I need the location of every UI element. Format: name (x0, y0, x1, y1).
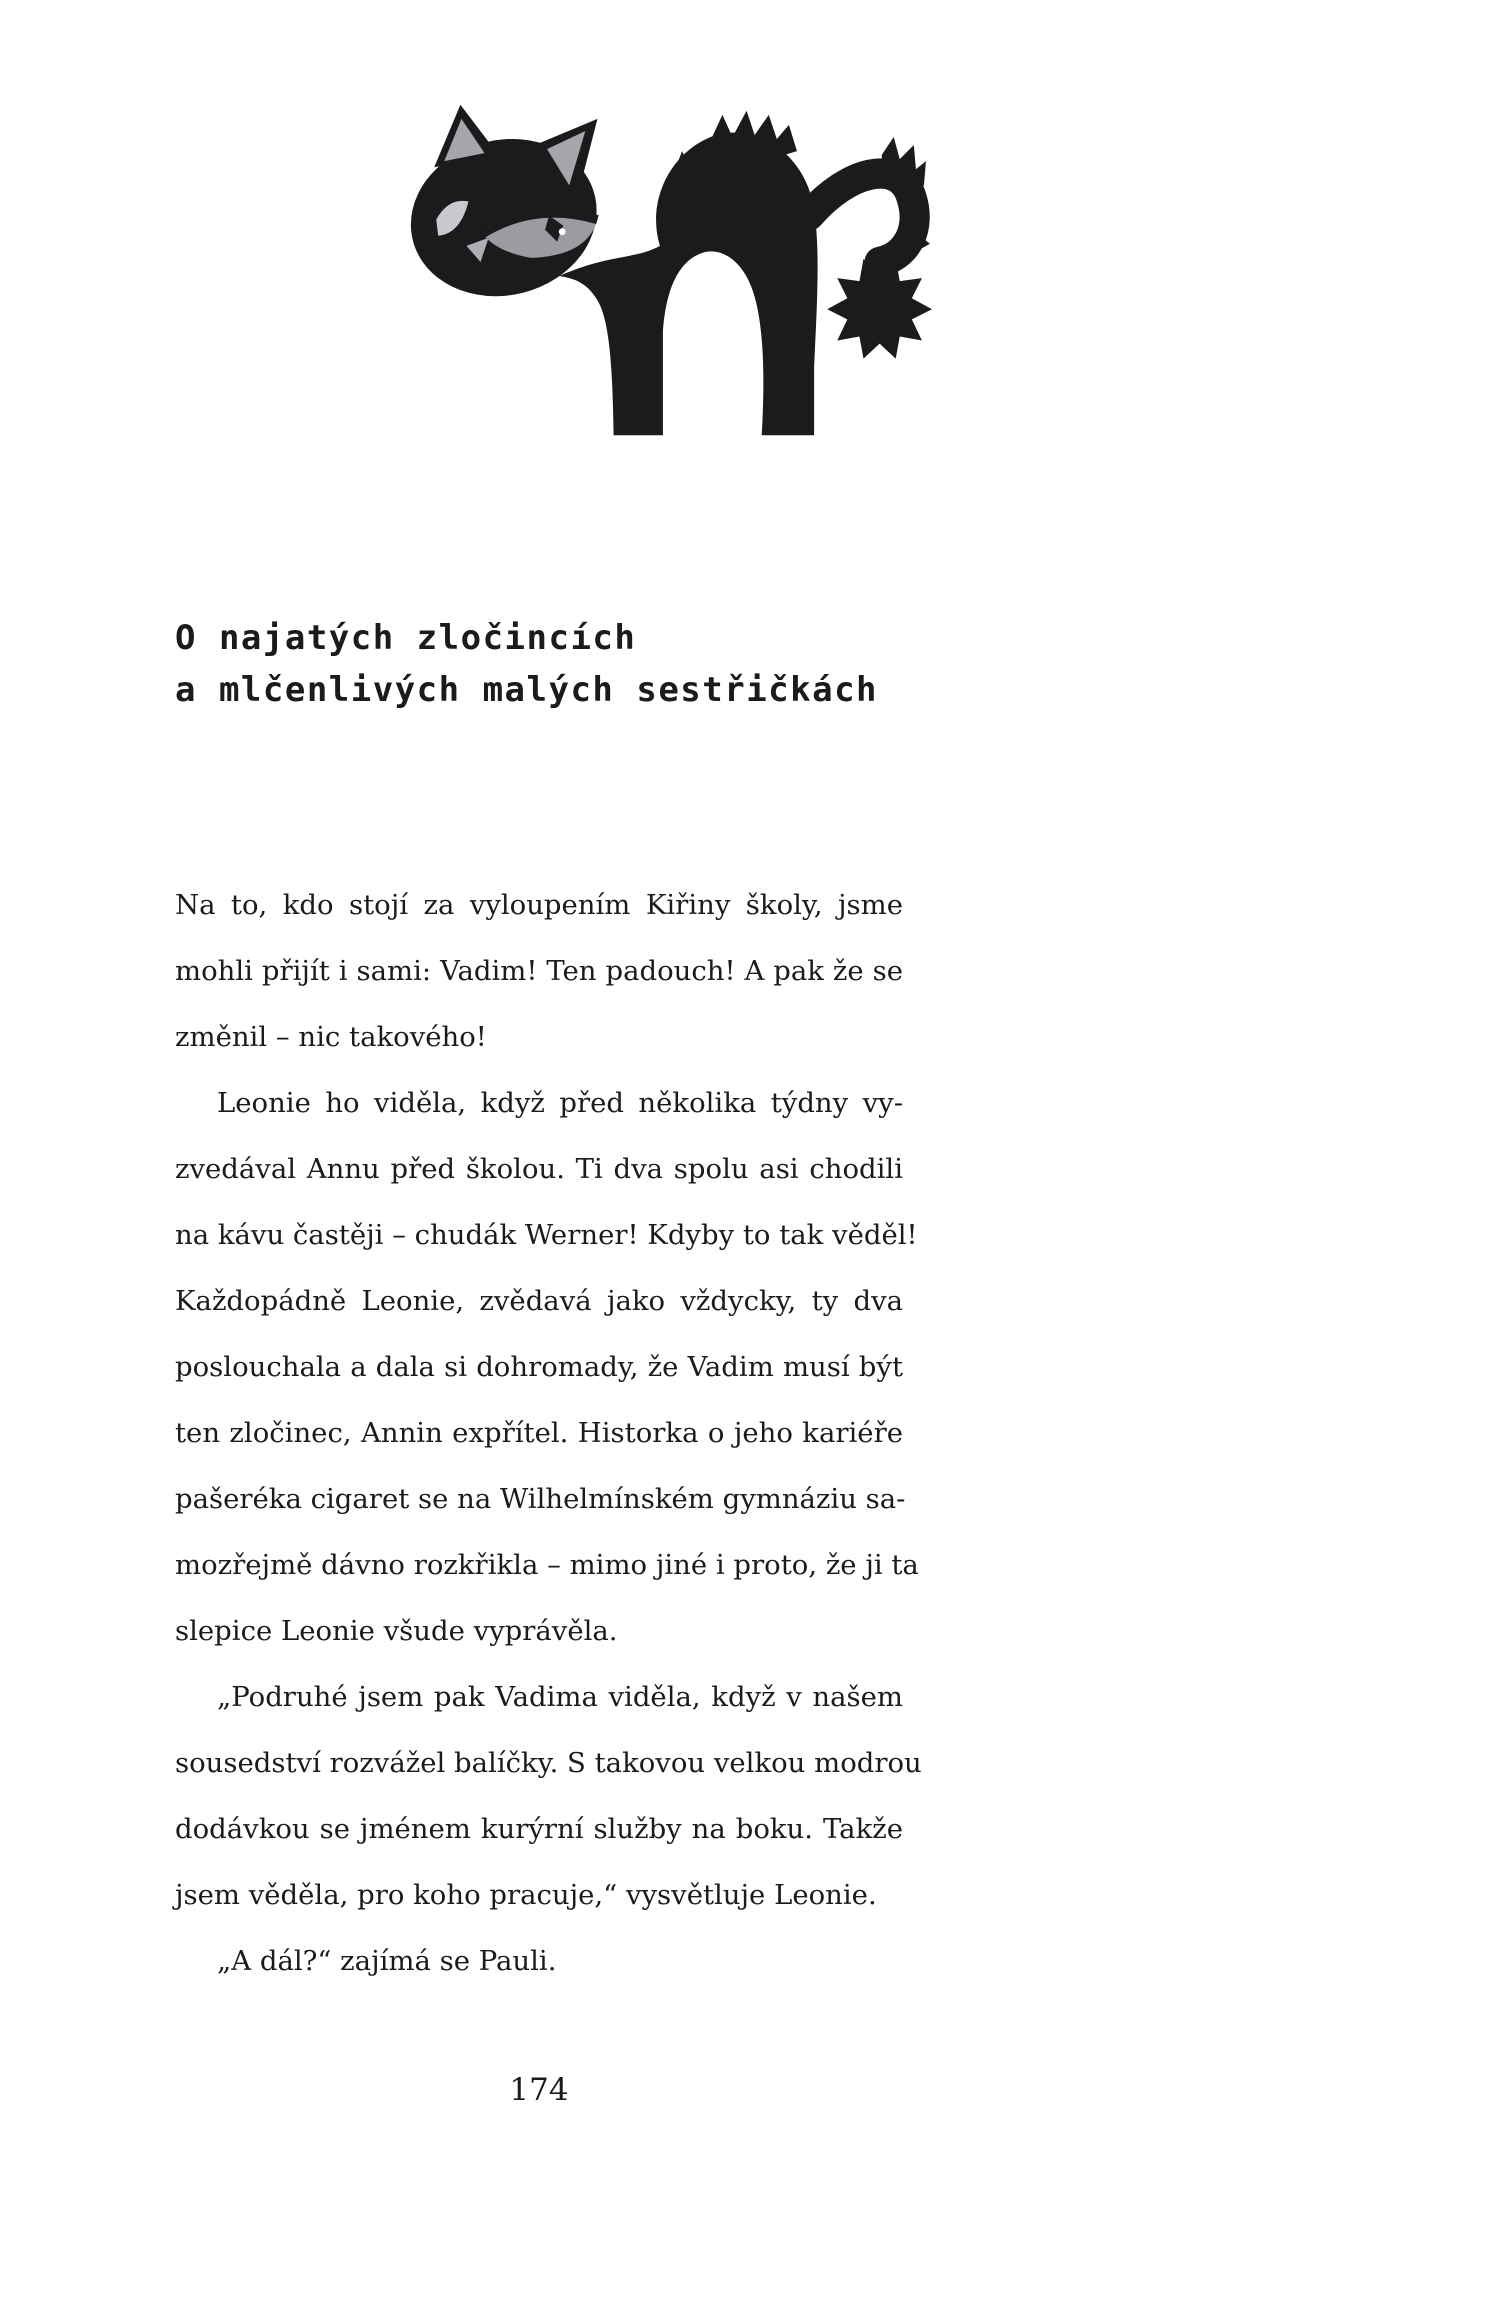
text-line: slepice Leonie všude vyprávěla. (175, 1615, 618, 1647)
body-text (175, 872, 922, 1994)
text-line: pašeréka cigaret se na Wilhelmínském gymnáziu sa- (175, 1483, 906, 1515)
chapter-title (175, 612, 878, 716)
text-line: na kávu častěji – chudák Werner! Kdyby to tak věděl! (175, 1219, 918, 1251)
text-line: poslouchala a dala si dohromady, že Vadim musí být (175, 1351, 903, 1383)
text-line: „A dál?“ zajímá se Pauli. (217, 1945, 557, 1977)
text-line: Na to, kdo stojí za vyloupením Kiřiny školy, jsme (175, 889, 903, 921)
black-cat-illustration (408, 102, 932, 436)
page-number: 174 (509, 2072, 569, 2108)
chapter-title-line2: a mlčenlivých malých sestřičkách (175, 670, 879, 710)
chapter-title-line1: O najatých zločincích (175, 618, 637, 658)
text-line: jsem věděla, pro koho pracuje,“ vysvětluje Leonie. (175, 1879, 877, 1911)
text-line: dodávkou se jménem kurýrní služby na boku. Takže (175, 1813, 903, 1845)
text-line: sousedství rozvážel balíčky. S takovou velkou modrou (175, 1747, 922, 1779)
text-line: Každopádně Leonie, zvědavá jako vždycky, ty dva (175, 1285, 903, 1317)
text-line: zvedával Annu před školou. Ti dva spolu asi chodili (175, 1153, 903, 1185)
text-line: mozřejmě dávno rozkřikla – mimo jiné i proto, že ji ta (175, 1549, 919, 1581)
text-line: změnil – nic takového! (175, 1021, 487, 1053)
text-line: Leonie ho viděla, když před několika týdny vy- (217, 1087, 903, 1119)
text-line: ten zločinec, Annin expřítel. Historka o jeho kariéře (175, 1417, 903, 1449)
text-line: „Podruhé jsem pak Vadima viděla, když v našem (217, 1681, 903, 1713)
text-line: mohli přijít i sami: Vadim! Ten padouch! A pak že se (175, 955, 903, 987)
